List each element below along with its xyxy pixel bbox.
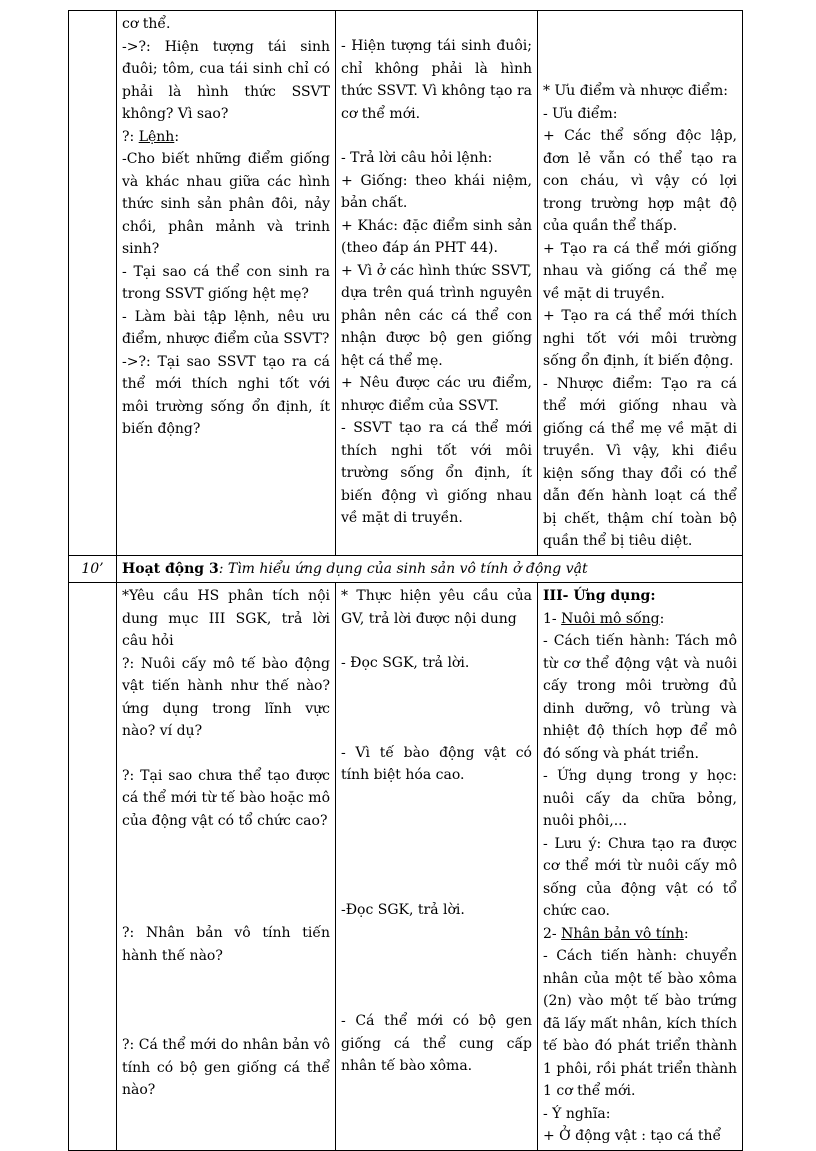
subsection-title: Nhân bản vô tính (561, 925, 684, 942)
time-cell: 10’ (69, 555, 117, 583)
spacer (341, 125, 532, 147)
list-item: - Làm bài tập lệnh, nêu ưu điểm, nhược điểm của SSVT? (122, 308, 330, 347)
list-item: + Giống: theo khái niệm, bản chất. (341, 172, 532, 211)
list-item: - Cách tiến hành: Tách mô từ cơ thể động vật và nuôi cấy trong môi trường đủ dinh dưỡng, vô trùng và nhiệt độ thích hợp để mô đó sống và phát triển. (543, 633, 737, 762)
spacer (341, 854, 532, 899)
subsection-title: Nuôi mô sống (561, 610, 660, 627)
time-cell (69, 11, 117, 556)
list-item: ?: Cá thể mới do nhân bản vô tính có bộ gen giống cá thể nào? (122, 1037, 330, 1098)
student-activity-cell (336, 583, 538, 1151)
list-item: + Nêu được các ưu điểm, nhược điểm của SSVT. (341, 375, 532, 414)
section-heading: III- Ứng dụng: (543, 588, 656, 604)
table-row (69, 555, 743, 583)
list-item: - Ứng dụng trong y học: nuôi cấy da chữa bỏng, nuôi phôi,... (543, 768, 737, 829)
table-row (69, 583, 743, 1151)
spacer (122, 967, 330, 1034)
list-item: - Cá thể mới có bộ gen giống cá thể cung cấp nhân tế bào xôma. (341, 1013, 532, 1074)
list-item: ->?: Hiện tượng tái sinh đuôi; tôm, cua tái sinh chỉ có phải là hình thức SSVT không? Vì sao? (122, 38, 330, 122)
spacer (543, 13, 737, 80)
spacer (341, 988, 532, 1010)
list-item: - Ưu điểm: (543, 105, 618, 122)
spacer (341, 630, 532, 652)
student-activity-cell (336, 11, 538, 556)
activity-label: Hoạt động 3 (122, 560, 219, 577)
command-label: Lệnh (138, 128, 175, 145)
list-item: ?: Nuôi cấy mô tế bào động vật tiến hành như thế nào? ứng dụng trong lĩnh vực nào? ví dụ? (122, 655, 330, 739)
list-item: ->?: Tại sao SSVT tạo ra cá thể mới thích nghi tốt với môi trường sống ổn định, ít biến động? (122, 353, 330, 437)
list-item: * Ưu điểm và nhược điểm: (543, 83, 729, 99)
list-item: + Tạo ra cá thể mới thích nghi tốt với môi trường sống ổn định, ít biến động. (543, 308, 737, 369)
lesson-plan-table (68, 10, 743, 1151)
teacher-activity-cell (117, 583, 336, 1151)
list-item: ?: Lệnh: (122, 128, 180, 145)
spacer (122, 832, 330, 922)
list-item: 1- Nuôi mô sống: (543, 610, 665, 627)
list-item: + Khác: đặc điểm sinh sản (theo đáp án PHT 44). (341, 217, 532, 256)
list-item: cơ thể. (122, 16, 171, 32)
spacer (341, 13, 532, 35)
list-item: + Các thể sống độc lập, đơn lẻ vẫn có thể tạo ra con cháu, vì vậy có lợi trong trường hợp mật độ của quần thể thấp. (543, 128, 737, 234)
content-cell (538, 11, 743, 556)
activity-header-cell (117, 555, 743, 583)
list-item: 2- Nhân bản vô tính: (543, 925, 689, 942)
activity-title: : Tìm hiểu ứng dụng của sinh sản vô tính ở động vật (218, 560, 588, 577)
list-item: - Cách tiến hành: chuyển nhân của một tế bào xôma (2n) vào một tế bào trứng đã lấy mất nhân, kích thích tế bào đó phát triển thành 1 phôi, rồi phát triển thành 1 cơ thể mới. (543, 948, 737, 1099)
list-item: - Vì tế bào động vật có tính biệt hóa cao. (341, 744, 532, 783)
content-cell (538, 583, 743, 1151)
list-item: - Đọc SGK, trả lời. (341, 655, 470, 671)
spacer (341, 921, 532, 988)
list-item: *Yêu cầu HS phân tích nội dung mục III SGK, trả lời câu hỏi (122, 588, 330, 649)
list-item: * Thực hiện yêu cầu của GV, trả lời được nội dung (341, 588, 532, 627)
time-cell (69, 583, 117, 1151)
table-row (69, 11, 743, 556)
list-item: - SSVT tạo ra cá thể mới thích nghi tốt với môi trường sống ổn định, ít biến động vì giống nhau về mặt di truyền. (341, 420, 532, 526)
spacer (341, 675, 532, 742)
list-item: ?: Tại sao chưa thể tạo được cá thể mới từ tế bào hoặc mô của động vật có tổ chức cao? (122, 767, 330, 829)
list-item: -Đọc SGK, trả lời. (341, 901, 465, 918)
list-item: -Cho biết những điểm giống và khác nhau giữa các hình thức sinh sản phân đôi, nảy chồi, phân mảnh và trinh sinh? (122, 151, 330, 257)
spacer (341, 787, 532, 854)
list-item: - Hiện tượng tái sinh đuôi; chỉ không phải là hình thức SSVT. Vì không tạo ra cơ thể mới. (341, 38, 532, 122)
list-item: - Nhược điểm: Tạo ra cá thể mới giống nhau và giống cá thể mẹ về mặt di truyền. Vì vậy, khi điều kiện sống thay đổi có thể dẫn đến hành loạt cá thể bị chết, thậm chí toàn bộ quần thể bị tiêu diệt. (543, 375, 737, 549)
list-item: + Vì ở các hình thức SSVT, dựa trên quá trình nguyên phân nên các cá thể con nhận được bộ gen giống hệt cá thể mẹ. (341, 262, 532, 369)
list-item: + Ở động vật : tạo cá thể (543, 1128, 722, 1144)
list-item: - Ý nghĩa: (543, 1105, 611, 1122)
list-item: - Trả lời câu hỏi lệnh: (341, 150, 493, 166)
list-item: - Lưu ý: Chưa tạo ra được cơ thể mới từ nuôi cấy mô sống của động vật có tổ chức cao. (543, 835, 737, 919)
list-item: - Tại sao cá thể con sinh ra trong SSVT giống hệt mẹ? (122, 263, 330, 302)
list-item: + Tạo ra cá thể mới giống nhau và giống cá thể mẹ về mặt di truyền. (543, 240, 737, 302)
teacher-activity-cell (117, 11, 336, 556)
spacer (122, 743, 330, 765)
list-item: ?: Nhân bản vô tính tiến hành thế nào? (122, 925, 330, 964)
